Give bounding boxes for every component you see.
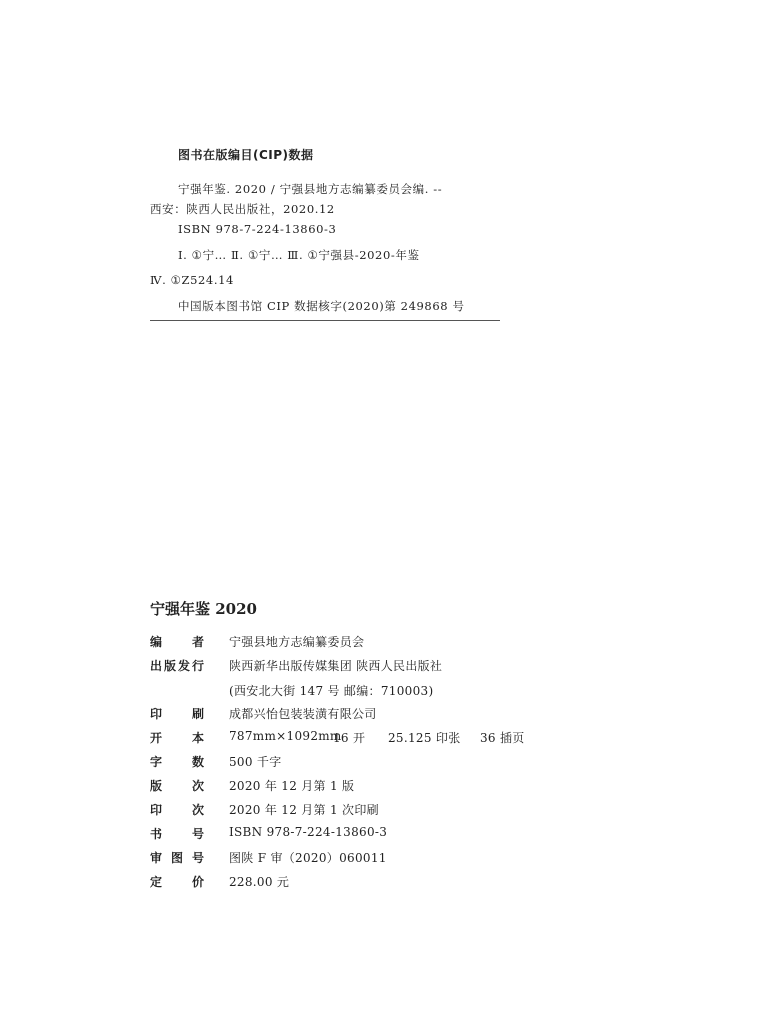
cip-heading: 图书在版编目(CIP)数据 [178, 148, 314, 162]
cip-divider [150, 320, 500, 321]
words-label: 字 数 [150, 755, 204, 769]
price-value: 228.00 元 [229, 875, 290, 889]
words-value: 500 千字 [229, 755, 282, 769]
review-label: 审 图 号 [150, 851, 204, 865]
cip-line-title: 宁强年鉴. 2020 / 宁强县地方志编纂委员会编. -- [178, 182, 443, 196]
format-plates: 36 插页 [480, 731, 525, 745]
cip-line-classification: Ⅳ. ①Z524.14 [150, 273, 234, 287]
edition-label: 版 次 [150, 779, 204, 793]
address-value: (西安北大街 147 号 邮编：710003) [229, 684, 434, 698]
printing-value: 2020 年 12 月第 1 次印刷 [229, 803, 379, 817]
format-sheets: 25.125 印张 [388, 731, 461, 745]
edition-value: 2020 年 12 月第 1 版 [229, 779, 355, 793]
printer-value: 成都兴怡包装装潢有限公司 [229, 707, 377, 721]
editor-value: 宁强县地方志编纂委员会 [229, 635, 365, 649]
isbn-label: 书 号 [150, 827, 204, 841]
format-fold: 16 开 [333, 731, 366, 745]
isbn-value: ISBN 978-7-224-13860-3 [229, 825, 388, 839]
cip-line-record-number: 中国版本图书馆 CIP 数据核字(2020)第 249868 号 [178, 299, 465, 313]
publisher-value: 陕西新华出版传媒集团 陕西人民出版社 [229, 659, 443, 673]
format-label: 开 本 [150, 731, 204, 745]
editor-label: 编 者 [150, 635, 204, 649]
printing-label: 印 次 [150, 803, 204, 817]
review-value: 图陕 F 审（2020）060011 [229, 851, 387, 865]
publisher-label: 出版发行 [150, 659, 204, 673]
cip-line-isbn: ISBN 978-7-224-13860-3 [178, 222, 337, 236]
format-size: 787mm×1092mm [229, 729, 342, 743]
cip-line-publisher: 西安：陕西人民出版社，2020.12 [150, 202, 335, 216]
book-title: 宁强年鉴 2020 [150, 600, 257, 618]
printer-label: 印 刷 [150, 707, 204, 721]
price-label: 定 价 [150, 875, 204, 889]
cip-line-subjects: Ⅰ. ①宁… Ⅱ. ①宁… Ⅲ. ①宁强县-2020-年鉴 [178, 248, 420, 262]
